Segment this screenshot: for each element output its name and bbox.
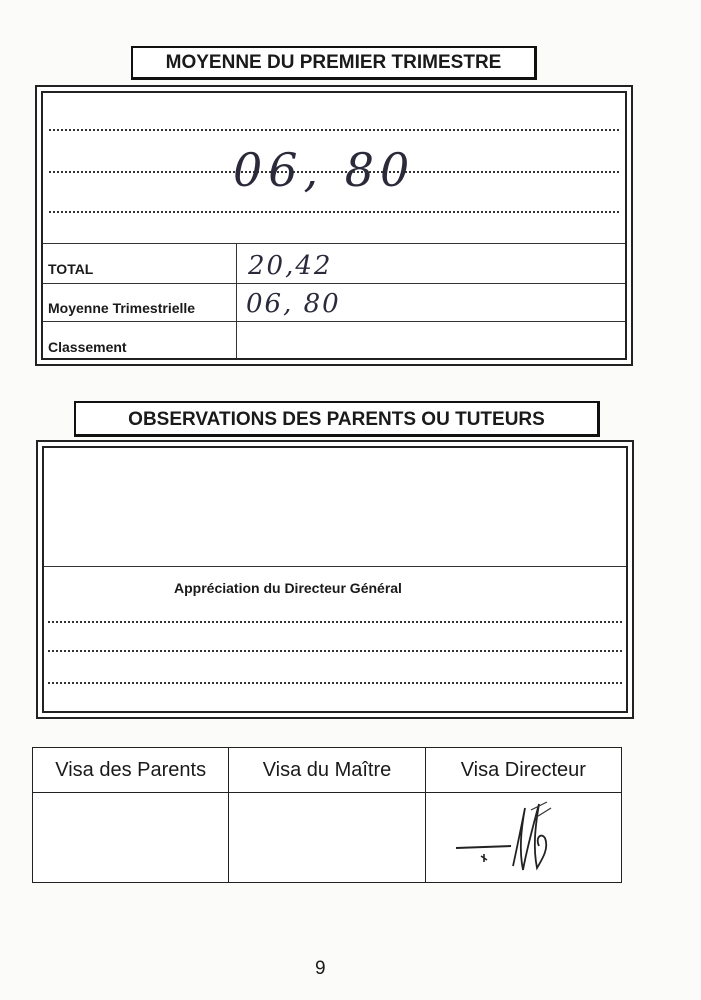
visa-maitre-header: Visa du Maître	[229, 748, 425, 793]
dotted-line	[48, 682, 622, 684]
visa-parents-header: Visa des Parents	[33, 748, 229, 793]
moyenne-trimestrielle-value: 06, 80	[246, 289, 341, 319]
total-value: 20,42	[248, 251, 333, 281]
visa-directeur-cell	[425, 793, 621, 883]
director-signature	[451, 798, 571, 878]
section-title-moyenne: MOYENNE DU PREMIER TRIMESTRE	[131, 46, 537, 80]
moyenne-trimestrielle-label: Moyenne Trimestrielle	[48, 300, 196, 316]
row-divider	[43, 283, 625, 284]
column-divider	[236, 243, 237, 358]
visa-table	[32, 747, 622, 883]
total-label: TOTAL	[48, 261, 94, 277]
section-title-observations: OBSERVATIONS DES PARENTS OU TUTEURS	[74, 401, 600, 437]
visa-maitre-cell	[229, 793, 425, 883]
visa-parents-cell	[33, 793, 229, 883]
observations-divider	[44, 566, 626, 567]
director-appreciation-label: Appréciation du Directeur Général	[174, 580, 402, 596]
classement-label: Classement	[48, 339, 127, 355]
visa-signature-row	[33, 793, 622, 883]
moyenne-box-inner	[41, 91, 627, 360]
dotted-line	[48, 650, 622, 652]
row-divider	[43, 321, 625, 322]
row-divider	[43, 243, 625, 244]
dotted-line	[49, 211, 619, 213]
page-number: 9	[315, 958, 326, 979]
dotted-line	[48, 621, 622, 623]
visa-header-row	[33, 748, 622, 793]
handwritten-average: 06, 80	[233, 143, 416, 197]
observations-box-inner	[42, 446, 628, 713]
moyenne-box	[35, 85, 633, 366]
observations-box	[36, 440, 634, 719]
dotted-line	[49, 129, 619, 131]
visa-directeur-header: Visa Directeur	[425, 748, 621, 793]
